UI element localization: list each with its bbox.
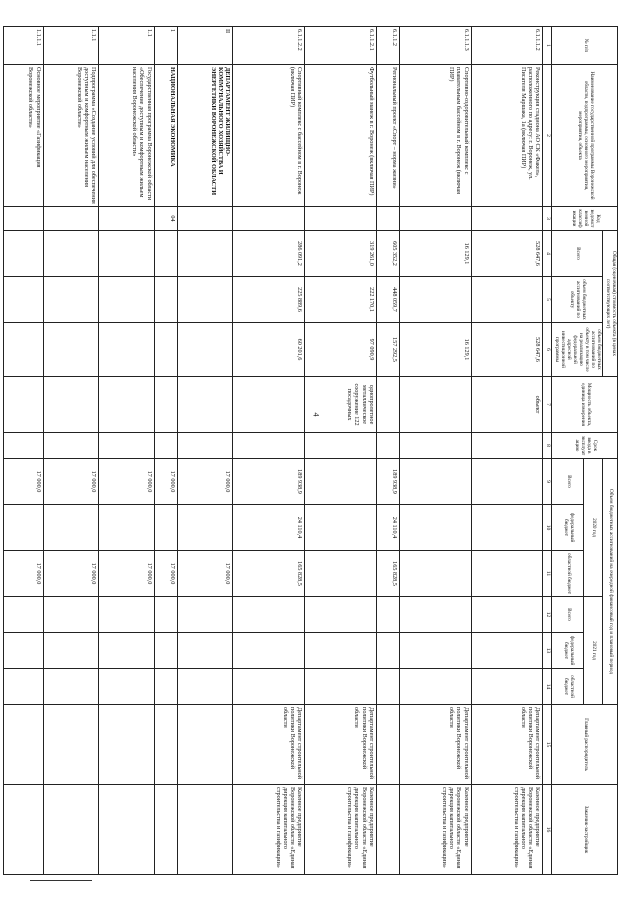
header-cost-group: Общая (оценочная) стоимость объекта (в ценах соответствующих лет) (603, 231, 618, 377)
header-row-1 (603, 27, 618, 875)
volume-regional-2 (376, 669, 399, 705)
volume-regional: 17 000,0 (99, 551, 155, 597)
row-number: 6.1.1.1.3 (399, 27, 471, 65)
capacity (376, 377, 399, 433)
document-sheet (27, 26, 618, 874)
volume-federal-2 (399, 633, 471, 669)
header-volume-group: Объем бюджетных ассигнований на очередной финансовый год и плановый период (603, 459, 618, 705)
executor (376, 705, 399, 785)
page-number: 4 (311, 412, 321, 417)
cost-incl (399, 277, 471, 323)
column-number: 14 (543, 669, 552, 705)
volume-federal: 24 110,4 (376, 505, 399, 551)
customer (177, 785, 233, 875)
row-number: 1.1.1.1 (4, 27, 43, 65)
volume-regional (399, 551, 471, 597)
row-code (99, 207, 155, 231)
column-number-row (543, 27, 552, 875)
volume-federal: 24 110,4 (233, 505, 305, 551)
volume-total: 17 000,0 (43, 459, 99, 505)
deadline (376, 433, 399, 459)
deadline (43, 433, 99, 459)
row-number: 1.1.1 (43, 27, 99, 65)
executor (99, 705, 155, 785)
row-code (304, 207, 376, 231)
cost-total (43, 231, 99, 277)
column-number: 2 (543, 65, 552, 207)
row-name: Основное мероприятие «Газификация Воронежской области» (4, 65, 43, 207)
volume-total (304, 459, 376, 505)
cost-incl (471, 277, 543, 323)
row-code: 04 (154, 207, 177, 231)
cost-incl: 222 170,1 (304, 277, 376, 323)
volume-total-2 (304, 597, 376, 633)
cost-total (99, 231, 155, 277)
row-number: 6.1.1.2.2 (233, 27, 305, 65)
row-name: Спортивно-оздоровительный комплекс с плавательным бассейном в г. Воронеж (включая ПИР) (399, 65, 471, 207)
row-name: Футбольный манеж в г. Воронеж (включая ПИР) (304, 65, 376, 207)
volume-regional: 17 000,0 (154, 551, 177, 597)
header-v-total2: Всего (552, 597, 584, 633)
volume-regional: 17 000,0 (43, 551, 99, 597)
volume-total: 17 000,0 (154, 459, 177, 505)
volume-regional: 17 000,0 (4, 551, 43, 597)
table-row (399, 27, 471, 875)
header-cost-total: Всего (552, 231, 603, 277)
table-row (4, 27, 43, 875)
row-code (233, 207, 305, 231)
volume-federal (399, 505, 471, 551)
header-customer: Заказчик-застройщик (552, 785, 618, 875)
header-cost-cap: объем бюджетных ассигнований по объекту (552, 277, 603, 323)
capacity: однопролетное металлическое сооружение 122 посадочных (304, 377, 376, 433)
row-code (177, 207, 233, 231)
cost-incl: 225 889,6 (233, 277, 305, 323)
capacity (399, 377, 471, 433)
executor: Департамент строительной политики Воронежской области (233, 705, 305, 785)
customer: Казенное предприятие Воронежской области «Единая дирекция капитального строительства и газификации» (471, 785, 543, 875)
volume-regional-2 (471, 669, 543, 705)
cost-cap: 157 292,5 (376, 323, 399, 377)
header-v-total: Всего (552, 459, 584, 505)
column-number: 11 (543, 551, 552, 597)
header-year1: 2020 год (584, 459, 603, 597)
volume-regional-2 (399, 669, 471, 705)
volume-federal (304, 505, 376, 551)
table-row (304, 27, 376, 875)
cost-cap: 528 647,6 (471, 323, 543, 377)
volume-regional (304, 551, 376, 597)
cost-total (154, 231, 177, 277)
volume-regional-2 (233, 669, 305, 705)
volume-federal-2 (376, 633, 399, 669)
volume-federal (471, 505, 543, 551)
cost-incl (154, 277, 177, 323)
volume-regional-2 (154, 669, 177, 705)
header-v-fed2: федеральный бюджет (552, 633, 584, 669)
row-name: ДЕПАРТАМЕНТ ЖИЛИЩНО-КОММУНАЛЬНОГО ХОЗЯЙСТВА И ЭНЕРГЕТИКИ ВОРОНЕЖСКОЙ ОБЛАСТИ (177, 65, 233, 207)
row-code (471, 207, 543, 231)
capacity (177, 377, 233, 433)
column-number: 13 (543, 633, 552, 669)
rotated-table-wrapper (27, 26, 618, 874)
header-capacity: Мощность объекта, единица измерения (552, 377, 618, 433)
volume-regional-2 (177, 669, 233, 705)
cost-cap (154, 323, 177, 377)
row-code (376, 207, 399, 231)
customer: Казенное предприятие Воронежской области «Единая дирекция капитального строительства и газификации» (399, 785, 471, 875)
table-row (177, 27, 233, 875)
volume-federal (99, 505, 155, 551)
deadline (399, 433, 471, 459)
capacity (233, 377, 305, 433)
header-v-obl: областной бюджет (552, 551, 584, 597)
column-number: 7 (543, 377, 552, 433)
deadline (4, 433, 43, 459)
deadline (304, 433, 376, 459)
cost-cap (99, 323, 155, 377)
executor: Департамент строительной политики Воронежской области (304, 705, 376, 785)
table-row (471, 27, 543, 875)
volume-regional: 17 000,0 (177, 551, 233, 597)
row-name: Реконструкция стадиона АО СК «Факел», расположенного по адресу: г. Воронеж, ул. Писателя Маршака, 1а (включая ПИР) (471, 65, 543, 207)
table-row (99, 27, 155, 875)
table-row (233, 27, 305, 875)
volume-total (471, 459, 543, 505)
executor (177, 705, 233, 785)
header-name: Наименование государственной программы Воронежской области, подпрограммы, основного мероприятия, мероприятия, объекта (552, 65, 618, 207)
deadline (233, 433, 305, 459)
volume-total-2 (177, 597, 233, 633)
column-number: 3 (543, 207, 552, 231)
volume-federal (154, 505, 177, 551)
volume-total-2 (4, 597, 43, 633)
cost-incl (4, 277, 43, 323)
capacity (99, 377, 155, 433)
volume-federal-2 (154, 633, 177, 669)
row-name: Подпрограмма «Создание условий для обеспечения доступным и комфортным жильем населения Воронежской области» (43, 65, 99, 207)
cost-total (4, 231, 43, 277)
cost-total: 528 647,6 (471, 231, 543, 277)
executor (154, 705, 177, 785)
header-no: № п/п (552, 27, 618, 65)
volume-federal-2 (43, 633, 99, 669)
header-v-fed: федеральный бюджет (552, 505, 584, 551)
row-code (399, 207, 471, 231)
cost-cap: 60 201,6 (233, 323, 305, 377)
cost-cap (43, 323, 99, 377)
volume-regional-2 (99, 669, 155, 705)
volume-regional: 165 828,5 (233, 551, 305, 597)
row-number: II (177, 27, 233, 65)
capacity (4, 377, 43, 433)
cost-total: 286 091,2 (233, 231, 305, 277)
column-number: 15 (543, 705, 552, 785)
cost-cap: 16 129,1 (399, 323, 471, 377)
executor (43, 705, 99, 785)
cost-incl (177, 277, 233, 323)
volume-federal-2 (4, 633, 43, 669)
volume-total-2 (376, 597, 399, 633)
cost-total (177, 231, 233, 277)
cost-cap (177, 323, 233, 377)
cost-incl (99, 277, 155, 323)
column-number: 8 (543, 433, 552, 459)
customer: Казенное предприятие Воронежской области «Единая дирекция капитального строительства и газификации» (304, 785, 376, 875)
volume-regional (471, 551, 543, 597)
row-name: Региональный проект «Спорт – норма жизни» (376, 65, 399, 207)
column-number: 4 (543, 231, 552, 277)
volume-regional-2 (4, 669, 43, 705)
investment-table (3, 26, 618, 875)
volume-regional-2 (43, 669, 99, 705)
customer (376, 785, 399, 875)
row-code (4, 207, 43, 231)
footnote-divider (30, 880, 92, 881)
volume-total (399, 459, 471, 505)
row-number: 6.1.1.1.2 (471, 27, 543, 65)
deadline (177, 433, 233, 459)
column-number: 5 (543, 277, 552, 323)
volume-total-2 (233, 597, 305, 633)
volume-total: 17 000,0 (99, 459, 155, 505)
customer (154, 785, 177, 875)
row-number: 6.1.1.2.1 (304, 27, 376, 65)
cost-total: 605 352,2 (376, 231, 399, 277)
volume-total-2 (399, 597, 471, 633)
column-number: 16 (543, 785, 552, 875)
cost-cap: 97 090,9 (304, 323, 376, 377)
customer: Казенное предприятие Воронежской области «Единая дирекция капитального строительства и газификации» (233, 785, 305, 875)
volume-federal-2 (233, 633, 305, 669)
volume-regional-2 (304, 669, 376, 705)
volume-regional: 165 828,5 (376, 551, 399, 597)
header-year2: 2021 год (584, 597, 603, 705)
volume-federal (177, 505, 233, 551)
volume-total-2 (471, 597, 543, 633)
volume-total-2 (154, 597, 177, 633)
header-code: Код ведомственной классификации (552, 207, 618, 231)
cost-total: 16 129,1 (399, 231, 471, 277)
executor: Департамент строительной политики Воронежской области (471, 705, 543, 785)
row-number: 1 (154, 27, 177, 65)
volume-federal (43, 505, 99, 551)
capacity (43, 377, 99, 433)
column-number: 12 (543, 597, 552, 633)
row-name: Государственная программа Воронежской области «Обеспечение доступным и комфортным жильем населения Воронежской области» (99, 65, 155, 207)
capacity: объект (471, 377, 543, 433)
table-row (376, 27, 399, 875)
volume-federal-2 (471, 633, 543, 669)
executor: Департамент строительной политики Воронежской области (399, 705, 471, 785)
table-body (4, 27, 543, 875)
header-executor: Главный распорядитель (552, 705, 618, 785)
cost-incl (43, 277, 99, 323)
row-number: 1.1 (99, 27, 155, 65)
deadline (471, 433, 543, 459)
row-number: 6.1.1.2 (376, 27, 399, 65)
table-row (43, 27, 99, 875)
table-row (154, 27, 177, 875)
row-name: Спортивный комплекс с бассейном в г. Воронеж (включая ПИР) (233, 65, 305, 207)
customer (4, 785, 43, 875)
volume-federal-2 (304, 633, 376, 669)
customer (43, 785, 99, 875)
executor (4, 705, 43, 785)
column-number: 6 (543, 323, 552, 377)
customer (99, 785, 155, 875)
row-code (43, 207, 99, 231)
column-number: 10 (543, 505, 552, 551)
column-number: 9 (543, 459, 552, 505)
volume-total: 17 000,0 (177, 459, 233, 505)
volume-federal-2 (99, 633, 155, 669)
volume-total-2 (99, 597, 155, 633)
row-name: НАЦИОНАЛЬНАЯ ЭКОНОМИКА (154, 65, 177, 207)
cost-cap (4, 323, 43, 377)
volume-total: 189 938,9 (376, 459, 399, 505)
volume-total: 189 938,9 (233, 459, 305, 505)
header-deadline: Срок ввода в эксплуатацию (552, 433, 618, 459)
volume-federal-2 (177, 633, 233, 669)
cost-total: 319 261,0 (304, 231, 376, 277)
volume-total: 17 000,0 (4, 459, 43, 505)
header-v-obl2: областной бюджет (552, 669, 584, 705)
volume-federal (4, 505, 43, 551)
header-cost-cap2: объем бюджетных ассигнований по объекту в том числе на реализацию федеральной адресной инвестиционной программы (552, 323, 603, 377)
column-number: 1 (543, 27, 552, 65)
deadline (99, 433, 155, 459)
volume-total-2 (43, 597, 99, 633)
capacity (154, 377, 177, 433)
cost-incl: 448 059,7 (376, 277, 399, 323)
deadline (154, 433, 177, 459)
